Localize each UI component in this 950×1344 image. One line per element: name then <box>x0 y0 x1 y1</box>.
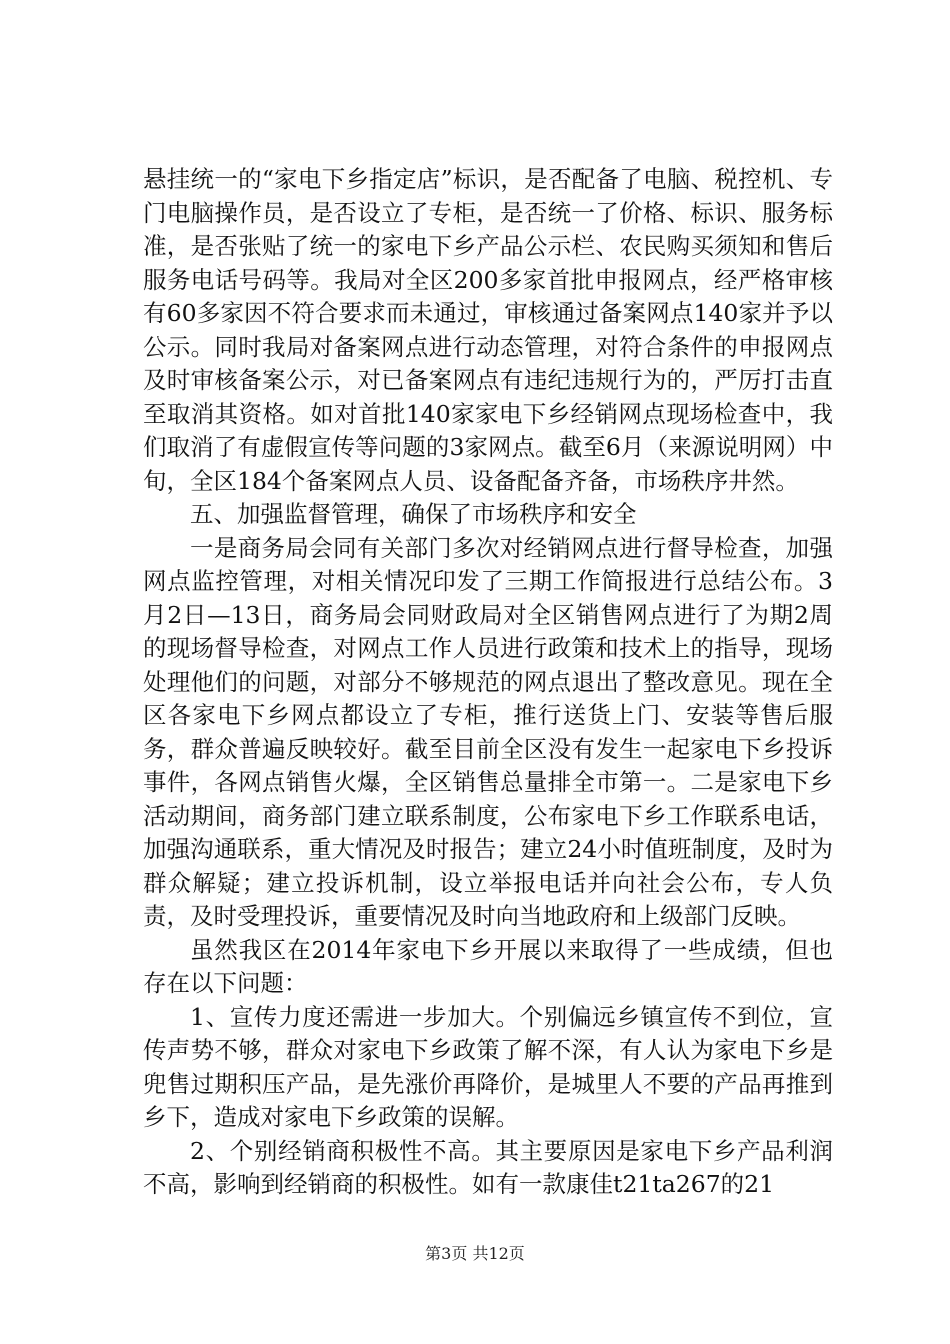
section-heading-supervision: 五、加强监督管理，确保了市场秩序和安全 <box>190 500 637 528</box>
document-body <box>143 163 833 1202</box>
paragraph-network-review: 悬挂统一的“家电下乡指定店”标识，是否配备了电脑、税控机、专门电脑操作员，是否设立了专柜，是否统一了价格、标识、服务标准，是否张贴了统一的家电下乡产品公示栏、农民购买须知和售后服务电话号码等。我局对全区200多家首批申报网点，经严格审核有60多家因不符合要求而未通过，审核通过备案网点140家并予以公示。同时我局对备案网点进行动态管理，对符合条件的申报网点及时审核备案公示，对已备案网点有违纪违规行为的，严厉打击直至取消其资格。如对首批140家家电下乡经销网点现场检查中，我们取消了有虚假宣传等问题的3家网点。截至6月（来源说明网）中旬，全区184个备案网点人员、设备配备齐备，市场秩序井然。 <box>143 165 833 495</box>
paragraph-problem-dealers: 2、个别经销商积极性不高。其主要原因是家电下乡产品利润不高，影响到经销商的积极性。如有一款康佳t21ta267的21 <box>143 1136 833 1198</box>
paragraph-problems-intro: 虽然我区在2014年家电下乡开展以来取得了一些成绩，但也存在以下问题： <box>143 935 833 997</box>
paragraph-inspection: 一是商务局会同有关部门多次对经销网点进行督导检查，加强网点监控管理，对相关情况印发了三期工作简报进行总结公布。3月2日—13日，商务局会同财政局对全区销售网点进行了为期2周的现场督导检查，对网点工作人员进行政策和技术上的指导，现场处理他们的问题，对部分不够规范的网点退出了整改意见。现在全区各家电下乡网点都设立了专柜，推行送货上门、安装等售后服务，群众普遍反映较好。截至目前全区没有发生一起家电下乡投诉事件，各网点销售火爆，全区销售总量排全市第一。二是家电下乡活动期间，商务部门建立联系制度，公布家电下乡工作联系电话，加强沟通联系，重大情况及时报告；建立24小时值班制度，及时为群众解疑；建立投诉机制，设立举报电话并向社会公布，专人负责，及时受理投诉，重要情况及时向当地政府和上级部门反映。 <box>143 533 833 930</box>
page-number-footer: 第3页 共12页 <box>425 1244 525 1263</box>
paragraph-problem-publicity: 1、宣传力度还需进一步加大。个别偏远乡镇宣传不到位，宣传声势不够，群众对家电下乡政策了解不深，有人认为家电下乡是兜售过期积压产品，是先涨价再降价，是城里人不要的产品再推到乡下，造成对家电下乡政策的误解。 <box>143 1002 833 1131</box>
